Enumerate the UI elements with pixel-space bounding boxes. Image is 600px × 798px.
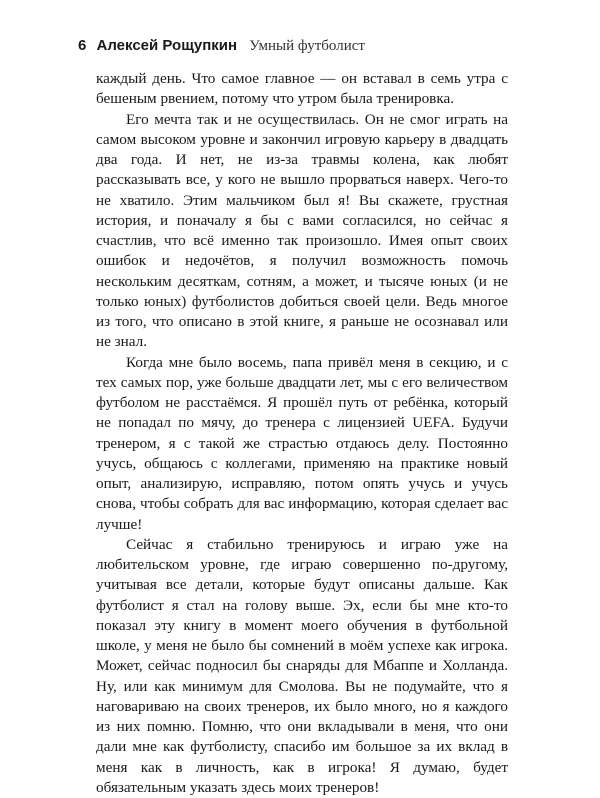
book-title: Умный футболист	[249, 38, 365, 54]
body-text	[96, 69, 508, 798]
running-head	[78, 37, 365, 55]
author-name: Алексей Рощупкин	[96, 37, 238, 54]
page-number: 6	[78, 37, 87, 54]
paragraph: Когда мне было восемь, папа привёл меня в секцию, и с тех самых пор, уже больше двадцати лет, мы с его величеством футболом не расстаёмся. Я прошёл путь от ребёнка, который не попадал по мячу, до тренера с лицензией UEFA. Будучи тренером, я с такой же страстью отдаюсь делу. Постоянно учусь, общаюсь с коллегами, применяю на практике новый опыт, анализирую, исправляю, потом опять учусь и учусь снова, чтобы собрать для вас информацию, которая сделает вас лучше!	[96, 353, 508, 533]
paragraph-continued: каждый день. Что самое главное — он вставал в семь утра с бешеным рвением, потому что утром была тренировка.	[96, 70, 508, 108]
paragraph: Его мечта так и не осуществилась. Он не смог играть на самом высоком уровне и закончил игровую карьеру в двадцать два года. И нет, не из-за травмы колена, как любят рассказывать все, у кого не вышло прорваться наверх. Чего-то не хватило. Этим мальчиком был я! Вы скажете, грустная история, и поначалу я бы с вами согласился, но сейчас я счастлив, что всё именно так произошло. Имея опыт своих ошибок и недочётов, я получил возможность помочь нескольким десяткам, сотням, а может, и тысяче юных (и не только юных) футболистов добиться своей цели. Ведь многое из того, что описано в этой книге, я раньше не осознавал или не знал.	[96, 110, 508, 351]
paragraph: Сейчас я стабильно тренируюсь и играю уже на любительском уровне, где играю совершенно по-другому, учитывая все детали, которые будут описаны дальше. Как футболист я стал на голову выше. Эх, если бы мне кто-то показал эту книгу в момент моего обучения в футбольной школе, у меня не было бы сомнений в моём успехе как игрока. Может, сейчас подносил бы снаряды для Мбаппе и Холланда. Ну, или как минимум для Смолова. Вы не подумайте, что я наговариваю на своих тренеров, их было много, но я каждого из них помню. Помню, что они вкладывали в меня, что они дали мне как футболисту, спасибо им большое за их вклад в меня как в личность, как в игрока! Я думаю, будет обязательным указать здесь моих тренеров!	[96, 535, 508, 796]
